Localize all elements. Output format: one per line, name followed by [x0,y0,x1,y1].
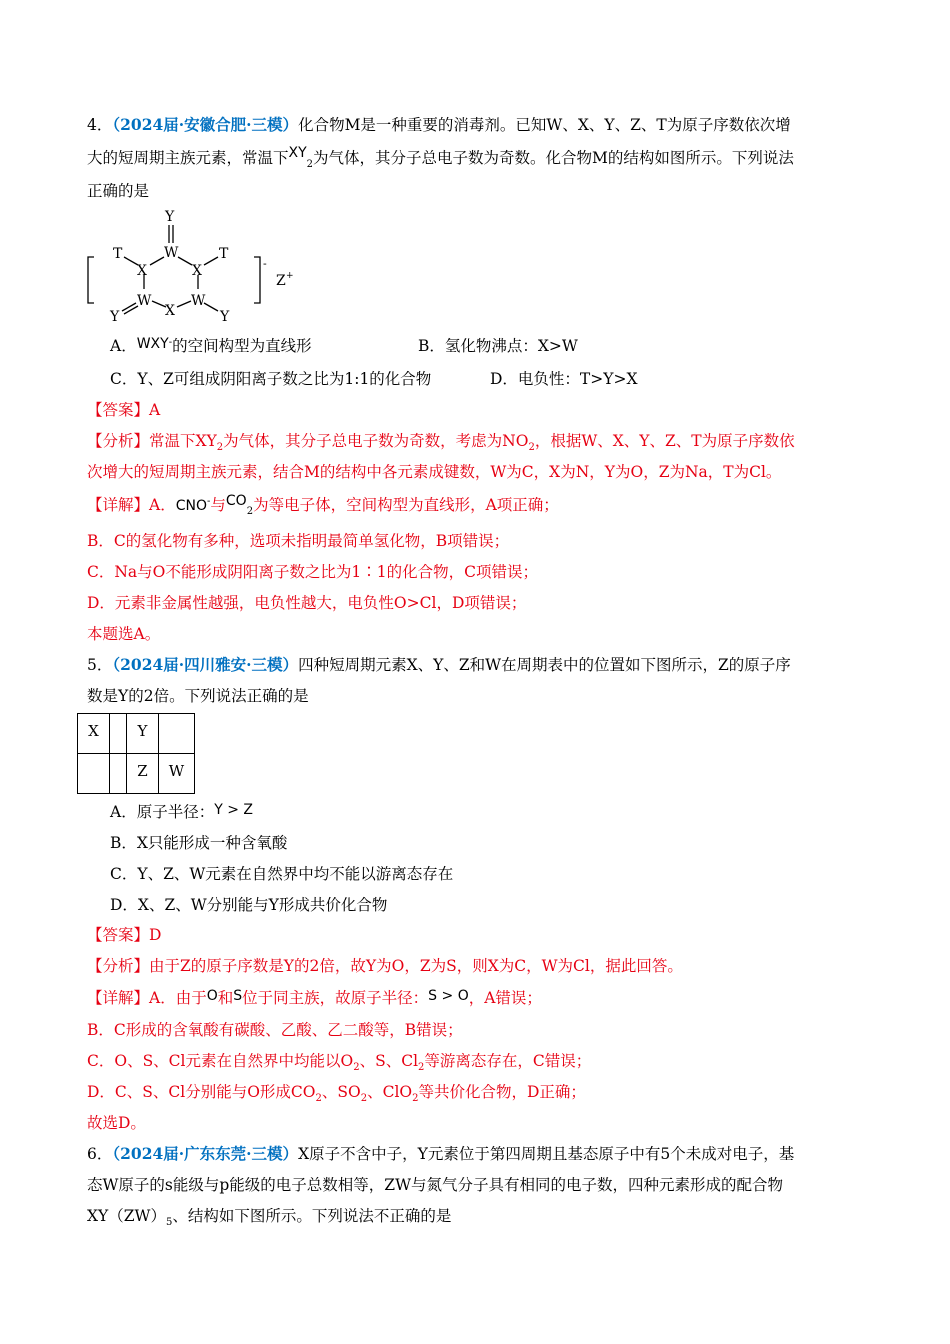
bond-t-right [204,257,218,265]
q4-stem-text-2a: 大的短周期主族元素，常温下 [87,149,289,167]
cell-empty-4 [110,754,127,794]
q4-analysis-line-2: 次增大的短周期主族元素，结合M的结构中各元素成键数，W为C，X为N，Y为O，Z为Na，T为Cl。 [87,463,782,481]
q4-analysis-1b: 为气体，其分子总电子数为奇数，考虑为NO [223,432,529,450]
atom-y-bottom-left: Y [110,309,120,325]
q4-detail-a [87,495,867,516]
q4-conclusion: 本题选A。 [87,625,161,643]
q4-detail-co2: CO [225,493,247,509]
bond-w-y-right [204,303,218,311]
q4-detail-tag: 【详解】 [87,496,150,514]
q6-stem-text-1: X原子不含中子，Y元素位于第四周期且基态原子中有5个未成对电子，基 [298,1145,795,1163]
q5-detail-d-sub3: 2 [412,1093,419,1105]
cell-w: W [159,754,195,794]
q5-option-d: D．X、Z、W分别能与Y形成共价化合物 [110,896,388,914]
q5-analysis-text: 由于Z的原子序数是Y的2倍，故Y为O，Z为S，则X为C，W为Cl，据此回答。 [149,957,683,975]
q5-detail-d-sub1: 2 [315,1093,322,1105]
q4-analysis-tag: 【分析】 [87,432,150,450]
q4-source: （2024届·安徽合肥·三模） [112,115,299,134]
bond-t-left [124,257,138,265]
q4-stem-text-1: 化合物M是一种重要的消毒剂。已知W、X、Y、Z、T为原子序数依次增 [298,116,791,134]
q4-detail-c: C．Na与O不能形成阴阳离子数之比为1∶1的化合物，C项错误； [87,563,538,581]
anion-charge: - [263,257,267,270]
q5-detail-c1: C．O、S、Cl元素在自然界中均能以O [87,1052,354,1070]
atom-t-left: T [113,246,123,262]
q5-detail-d2: 、SO [321,1083,361,1101]
atom-w-bottom-right: W [191,293,206,309]
q4-analysis-line-1 [87,431,867,454]
q4-option-a [110,336,312,357]
q6-stem-text-3a: XY（ZW） [87,1207,166,1225]
q5-detail-c-sub1: 2 [353,1062,360,1074]
atom-w-top: W [164,245,179,261]
q5-detail-a4: ，A错误； [468,989,542,1007]
q4-number: 4． [87,116,113,134]
q4-detail-a3: 为等电子体，空间构型为直线形，A项正确； [253,496,559,514]
q5-detail-tag: 【详解】 [87,989,150,1007]
cell-empty-1 [110,714,127,754]
q5-detail-a [87,988,867,1009]
q4-analysis-sub2: 2 [528,442,535,454]
cation-charge: + [286,271,294,281]
q5-stem-text-1: 四种短周期元素X、Y、Z和W在周期表中的位置如下图所示，Z的原子序 [298,656,791,674]
q5-option-c: C．Y、Z、W元素在自然界中均不能以游离态存在 [110,865,454,883]
q5-conclusion: 故选D。 [87,1114,146,1132]
q5-detail-o: O [206,988,218,1004]
atom-x-right: X [192,263,202,279]
q4-answer-value: A [149,401,161,419]
q6-stem-line-1 [87,1144,867,1164]
q4-analysis-1c: ，根据W、X、Y、Z、T为原子序数依 [534,432,795,450]
bond-w-x-bottom-left [152,301,166,307]
atom-x-bottom: X [165,303,175,319]
q4-option-c: C．Y、Z可组成阴阳离子数之比为1:1的化合物 [110,370,432,388]
q4-structure-diagram [80,205,310,325]
q4-stem-text-2b: 为气体，其分子总电子数为奇数。化合物M的结构如图所示。下列说法 [313,149,794,167]
q5-detail-c-sub2: 2 [418,1062,425,1074]
bond-w-x-right [178,257,192,265]
q5-option-a [110,802,253,823]
q5-answer [87,925,867,945]
q5-detail-cmp: S > O [428,988,469,1004]
q5-option-b: B．X只能形成一种含氧酸 [110,834,288,852]
q5-detail-a3: 位于同主族，故原子半径： [242,989,429,1007]
q4-detail-cno-sup: - [207,495,211,507]
bracket-right [254,257,260,303]
q6-stem-line-2: 态W原子的s能级与p能级的电子总数相等，ZW与氮气分子具有相同的电子数，四种元素形成的配合物 [87,1176,784,1194]
q5-analysis-tag: 【分析】 [87,957,150,975]
q6-stem-sub: 5 [165,1217,173,1229]
q5-source: （2024届·四川雅安·三模） [112,655,299,674]
q6-stem-line-3 [87,1206,867,1229]
q4-detail-b: B．C的氢化物有多种，选项未指明最简单氢化物，B项错误； [87,532,510,550]
atom-x-left: X [137,263,147,279]
cell-x: X [78,714,110,754]
q4-answer-tag: 【答案】 [87,401,150,419]
q5-answer-tag: 【答案】 [87,926,150,944]
q6-stem-text-3b: 、结构如下图所示。下列说法不正确的是 [172,1207,452,1225]
atom-w-bottom-left: W [137,293,152,309]
bracket-left [88,257,94,303]
q6-number: 6． [87,1145,113,1163]
q5-stem-line-1 [87,655,867,675]
q4-detail-a2: 与 [210,496,226,514]
cation-z: Z [276,273,286,289]
q4-analysis-1a: 常温下XY [149,432,217,450]
q4-stem-text-3: 正确的是 [87,182,150,200]
q4-formula-xy2: XY [288,145,307,161]
q4-option-a-sup: - [168,336,173,348]
q5-option-a-formula: Y > Z [214,802,253,818]
q5-detail-a2: 和 [217,989,234,1007]
q5-detail-d-sub2: 2 [360,1093,368,1105]
atom-y-top: Y [165,209,175,225]
q4-option-a-text: 的空间构型为直线形 [172,337,312,355]
q5-detail-c3: 等游离态存在，C错误； [424,1052,592,1070]
q5-number: 5． [87,656,113,674]
q6-source: （2024届·广东东莞·三模） [112,1144,299,1163]
cell-z: Z [127,754,159,794]
q5-detail-b: B．C形成的含氧酸有碳酸、乙酸、乙二酸等，B错误； [87,1021,463,1039]
atom-t-right: T [219,246,229,262]
q4-formula-sub: 2 [306,159,314,171]
q5-detail-s: S [233,988,243,1004]
q4-option-a-formula: WXY [136,336,169,352]
atom-y-bottom-right: Y [220,309,230,325]
q5-stem-line-2: 数是Y的2倍。下列说法正确的是 [87,687,309,705]
bond-y-w-left-1 [122,303,136,311]
q4-stem-line-2 [87,145,867,171]
q5-detail-c [87,1051,867,1074]
q5-detail-d4: 等共价化合物，D正确； [418,1083,586,1101]
bond-w-x-left [150,257,164,265]
bond-y-w-left-2 [124,306,138,314]
q5-answer-value: D [149,926,162,944]
q4-stem-line-1 [87,115,867,135]
q5-detail-d [87,1082,867,1105]
q5-detail-c2: 、S、Cl [359,1052,419,1070]
q5-periodic-table [77,713,195,794]
q5-option-a-prefix: A．原子半径： [110,803,215,821]
q4-detail-d: D．元素非金属性越强，电负性越大，电负性O>Cl，D项错误； [87,594,527,612]
q4-detail-cno: CNO [175,498,207,514]
q4-detail-a1: A． [149,496,176,514]
q5-detail-a1: A．由于 [149,989,207,1007]
q4-stem-line-3 [87,181,867,201]
q4-option-a-prefix: A． [110,337,137,355]
cell-empty-2 [159,714,195,754]
q4-detail-co2-sub: 2 [246,506,254,518]
q4-option-b: B．氢化物沸点：X>W [418,337,578,355]
q5-detail-d1: D．C、S、Cl分别能与O形成CO [87,1083,316,1101]
q4-option-d: D．电负性：T>Y>X [490,370,638,388]
q4-answer [87,400,867,420]
cell-y: Y [127,714,159,754]
cell-empty-3 [78,754,110,794]
q5-analysis [87,956,867,976]
bond-x-w-bottom-right [177,301,191,307]
q4-analysis-sub1: 2 [216,442,224,454]
q5-detail-d3: 、ClO [367,1083,413,1101]
